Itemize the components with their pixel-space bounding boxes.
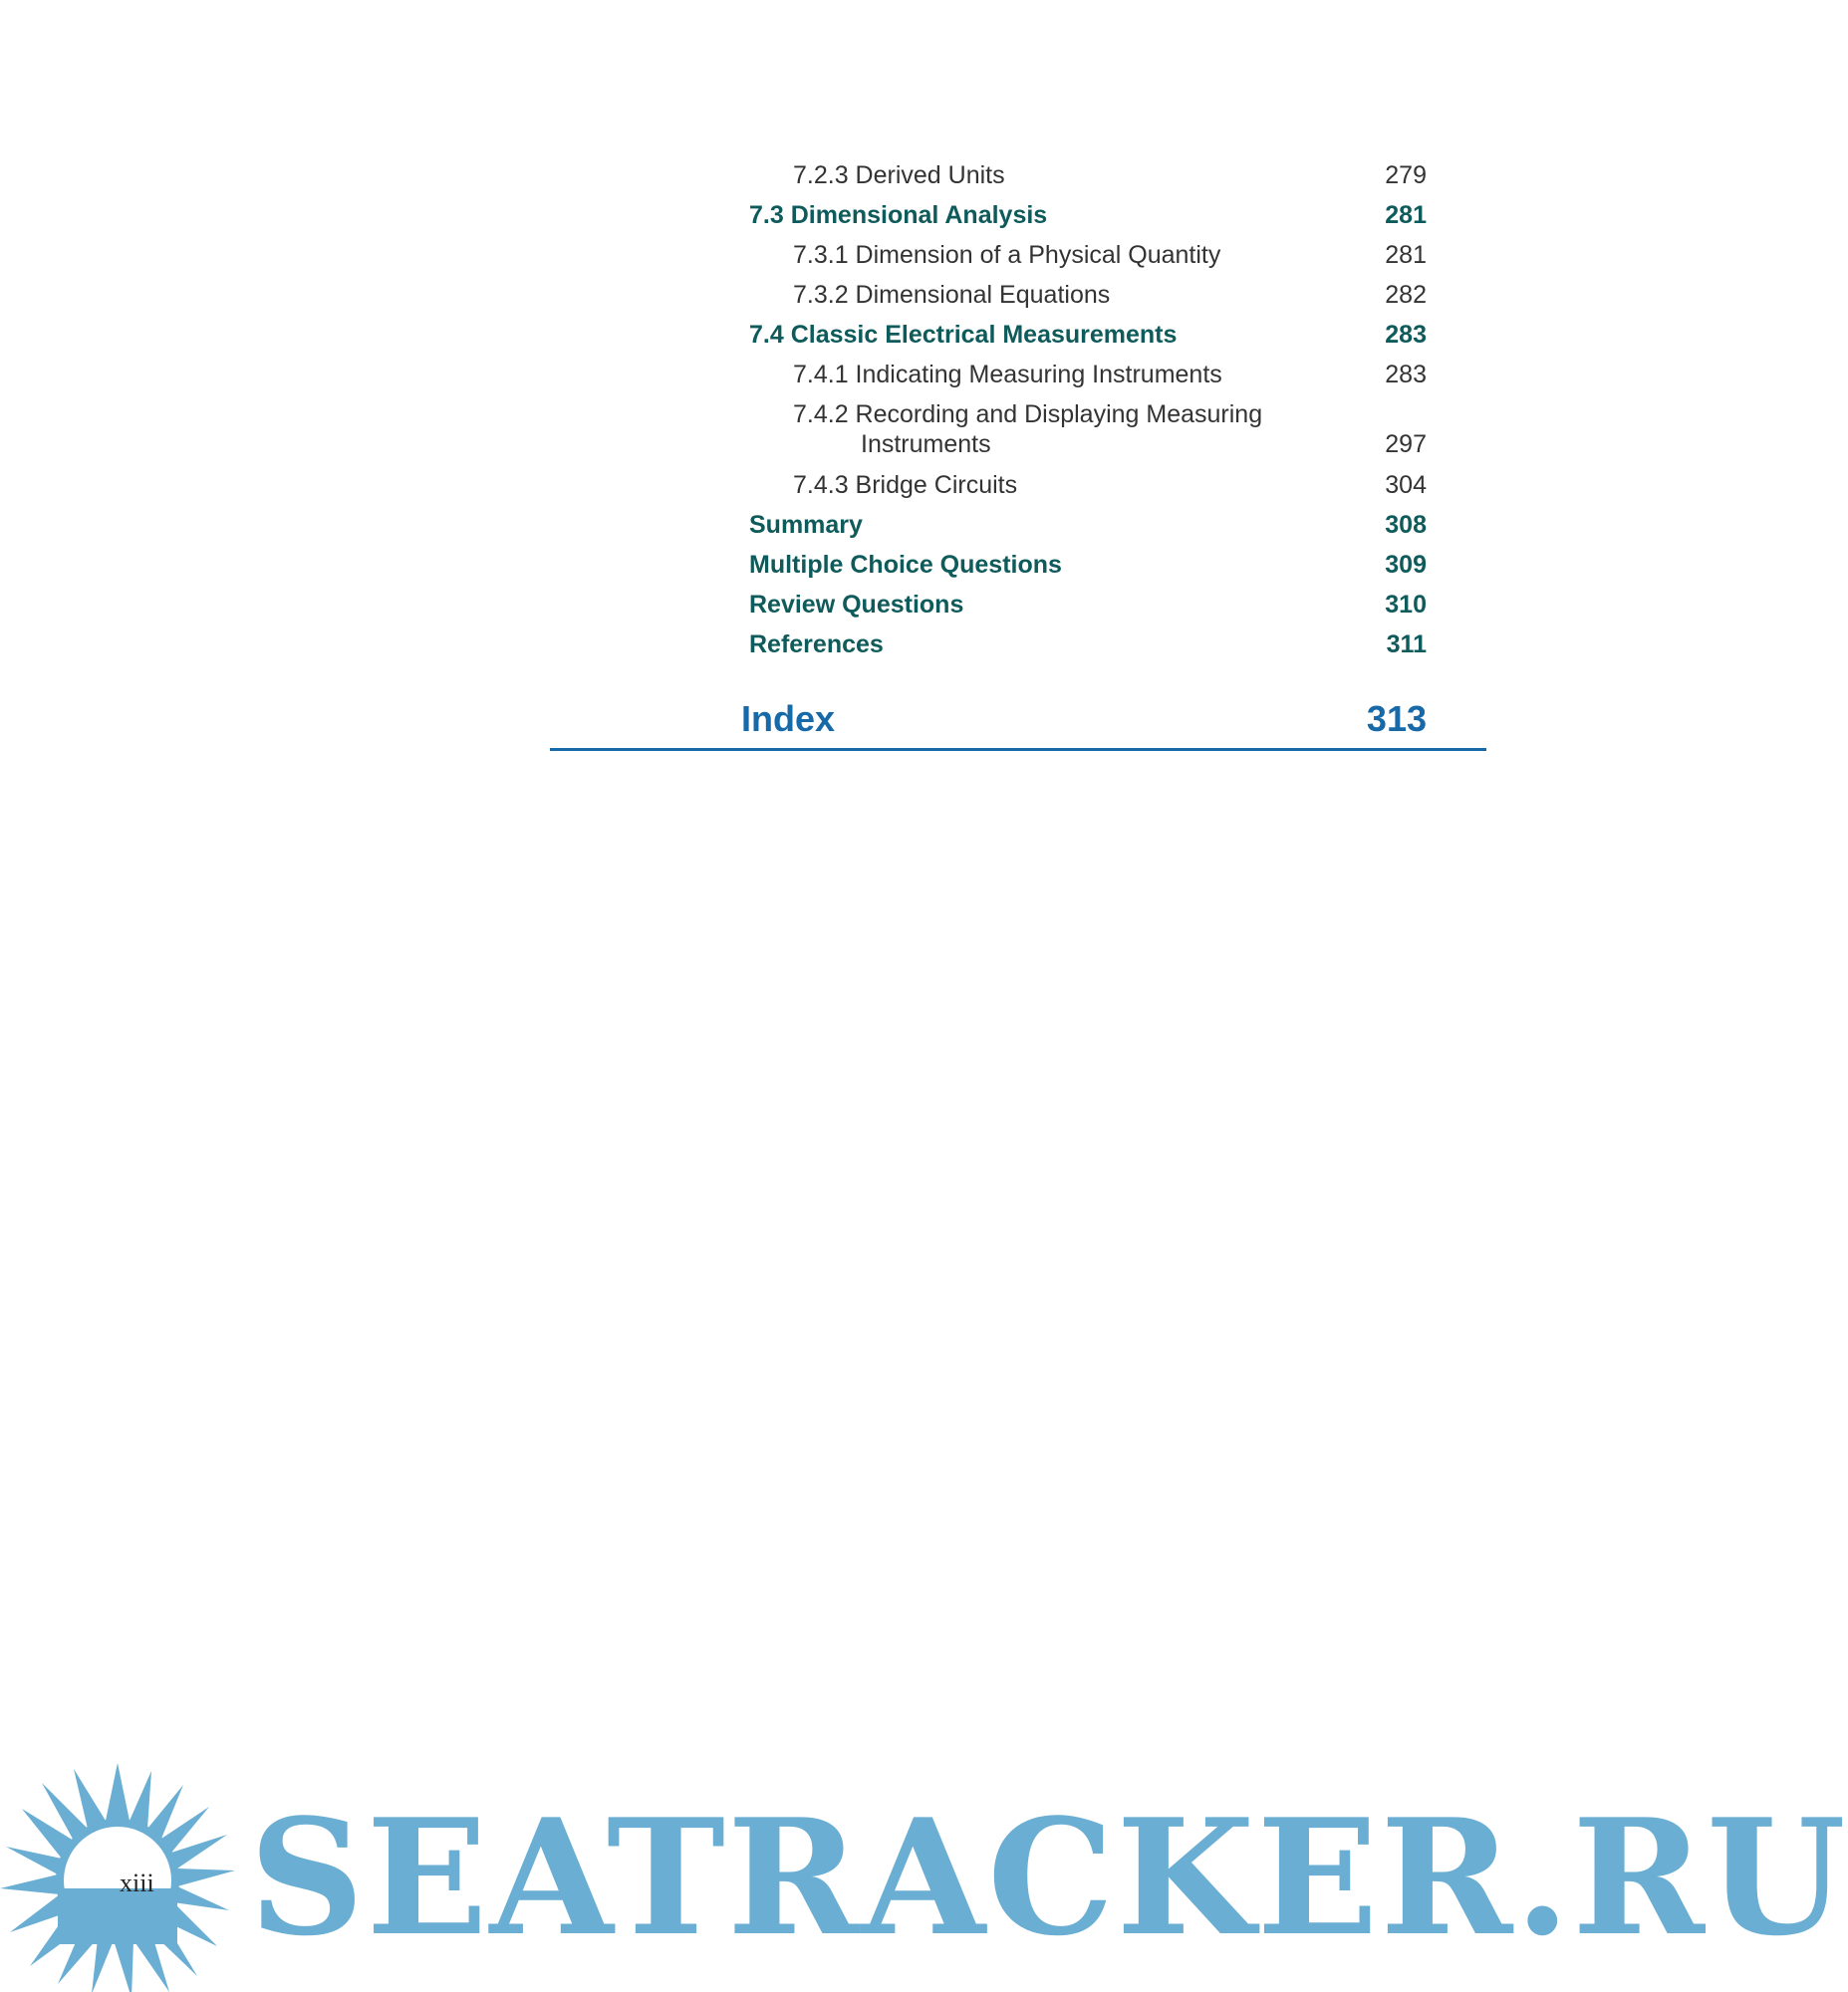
toc-entry-references [749, 629, 1427, 659]
toc-entry-label: 7.2.3 Derived Units [793, 161, 1005, 189]
toc-entry-label: 7.3.2 Dimensional Equations [793, 281, 1111, 309]
toc-entry-label: 7.4.2 Recording and Displaying Measuring [793, 400, 1263, 428]
toc-entry-page: 283 [1385, 361, 1427, 388]
toc-entry-page: 279 [1385, 161, 1427, 189]
toc-entry-7-3 [749, 200, 1427, 230]
toc-entry-7-2-3 [749, 160, 1427, 190]
toc-entry-label: 7.4.3 Bridge Circuits [793, 471, 1018, 499]
toc-entry-page: 304 [1385, 471, 1427, 499]
toc-entry-page: 282 [1385, 281, 1427, 309]
toc-entry-label: Review Questions [749, 591, 964, 619]
toc-entry-label: 7.3 Dimensional Analysis [749, 201, 1048, 229]
toc-entry-review-questions [749, 590, 1427, 620]
toc-entry-7-4-2 [749, 399, 1427, 459]
toc-entry-page: 281 [1385, 241, 1427, 269]
toc-entry-page: 308 [1385, 511, 1427, 539]
toc-entry-multiple-choice [749, 550, 1427, 580]
toc-entry-7-4 [749, 320, 1427, 350]
page-number: xiii [120, 1868, 154, 1897]
watermark-text: SEATRACKER.RU [249, 1784, 1848, 1971]
toc-entry-7-3-2 [749, 280, 1427, 310]
toc-entry-7-3-1 [749, 240, 1427, 270]
toc-entry-page: 310 [1385, 591, 1427, 619]
toc-entry-7-4-1 [749, 360, 1427, 389]
toc-entry-page: 283 [1385, 321, 1427, 349]
index-label: Index [741, 698, 836, 739]
toc-entry-label: Summary [749, 511, 863, 539]
toc-entry-label: 7.3.1 Dimension of a Physical Quantity [793, 241, 1221, 269]
toc-entry-page: 311 [1386, 630, 1427, 658]
toc-entry-label: Multiple Choice Questions [749, 551, 1062, 579]
toc-entry-page: 297 [1385, 430, 1427, 458]
index-page: 313 [1366, 698, 1427, 739]
toc-entry-7-4-3 [749, 470, 1427, 500]
toc-entry-page: 309 [1385, 551, 1427, 579]
toc-entry-label: References [749, 630, 884, 658]
toc-index-entry [741, 697, 1427, 741]
toc-entry-label: 7.4.1 Indicating Measuring Instruments [793, 361, 1222, 388]
toc-entry-label-continued: Instruments [861, 430, 991, 458]
toc-entry-summary [749, 510, 1427, 540]
toc-entry-page: 281 [1385, 201, 1427, 229]
index-divider [550, 748, 1486, 751]
toc-entry-label: 7.4 Classic Electrical Measurements [749, 321, 1178, 349]
